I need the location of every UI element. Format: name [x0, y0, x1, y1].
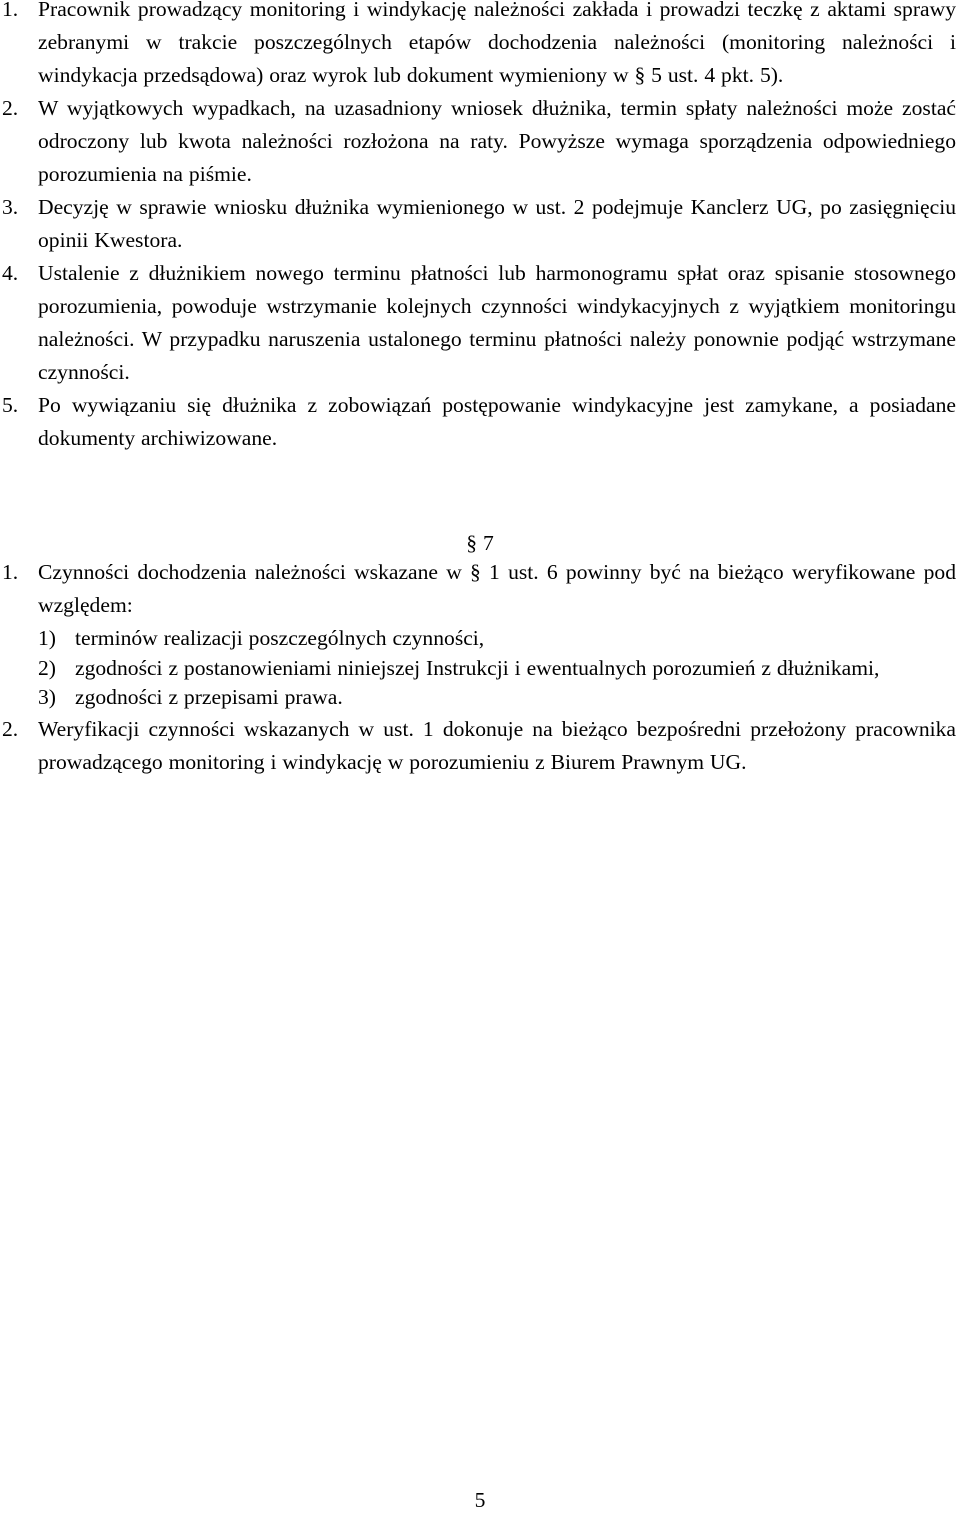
- item-number: 1.: [2, 560, 19, 584]
- sub-item-number: 2): [38, 655, 56, 680]
- list-item: [0, 389, 960, 455]
- sub-list-item: [38, 654, 956, 684]
- sub-list-item: [38, 624, 956, 654]
- section-sign: §: [466, 531, 477, 555]
- item-number: 2.: [2, 96, 19, 120]
- item-text: Pracownik prowadzący monitoring i windykację należności zakłada i prowadzi teczkę z aktami sprawy zebranymi w trakcie poszczególnych etapów dochodzenia należności (monitoring należności i windykacja przedsądowa) oraz wyrok lub dokument wymieniony w § 5 ust. 4 pkt. 5).: [38, 0, 956, 87]
- sub-item-text: terminów realizacji poszczególnych czynności,: [75, 626, 485, 650]
- list-item: [0, 556, 960, 713]
- list-item: [0, 92, 960, 191]
- list-item: [0, 713, 960, 779]
- item-number: 5.: [2, 393, 19, 417]
- sub-item-text: zgodności z postanowieniami niniejszej Instrukcji i ewentualnych porozumień z dłużnikami,: [75, 655, 880, 680]
- item-text: Decyzję w sprawie wniosku dłużnika wymienionego w ust. 2 podejmuje Kanclerz UG, po zasięgnięciu opinii Kwestora.: [38, 195, 956, 252]
- list-item: [0, 0, 960, 92]
- item-number: 1.: [2, 0, 19, 21]
- sub-list-item: [38, 683, 956, 713]
- sub-item-text: zgodności z przepisami prawa.: [75, 685, 343, 709]
- sub-item-number: 1): [38, 626, 56, 650]
- paragraph-list-section-7: [0, 556, 960, 779]
- sub-item-number: 3): [38, 685, 56, 709]
- section-number: 7: [483, 531, 494, 555]
- list-item: [0, 191, 960, 257]
- item-text: W wyjątkowych wypadkach, na uzasadniony wniosek dłużnika, termin spłaty należności może zostać odroczony lub kwota należności rozłożona na raty. Powyższe wymaga sporządzenia odpowiedniego porozumienia na piśmie.: [38, 96, 956, 186]
- item-number: 3.: [2, 195, 19, 219]
- item-text: Weryfikacji czynności wskazanych w ust. 1 dokonuje na bieżąco bezpośredni przełożony pracownika prowadzącego monitoring i windykację w porozumieniu z Biurem Prawnym UG.: [38, 716, 956, 774]
- page-number: 5: [474, 1488, 486, 1512]
- item-text: Po wywiązaniu się dłużnika z zobowiązań postępowanie windykacyjne jest zamykane, a posiadane dokumenty archiwizowane.: [38, 393, 956, 450]
- list-item: [0, 257, 960, 389]
- item-number: 2.: [2, 716, 19, 741]
- paragraph-list-section-6: [0, 0, 960, 455]
- sub-list: [38, 624, 956, 713]
- item-text: Ustalenie z dłużnikiem nowego terminu płatności lub harmonogramu spłat oraz spisanie stosownego porozumienia, powoduje wstrzymanie kolejnych czynności windykacyjnych z wyjątkiem monitoringu należności. W przypadku naruszenia ustalonego terminu płatności należy ponownie podjąć wstrzymane czynności.: [38, 261, 956, 384]
- item-text: Czynności dochodzenia należności wskazane w § 1 ust. 6 powinny być na bieżąco weryfikowane pod względem:: [38, 560, 956, 617]
- item-number: 4.: [2, 261, 19, 285]
